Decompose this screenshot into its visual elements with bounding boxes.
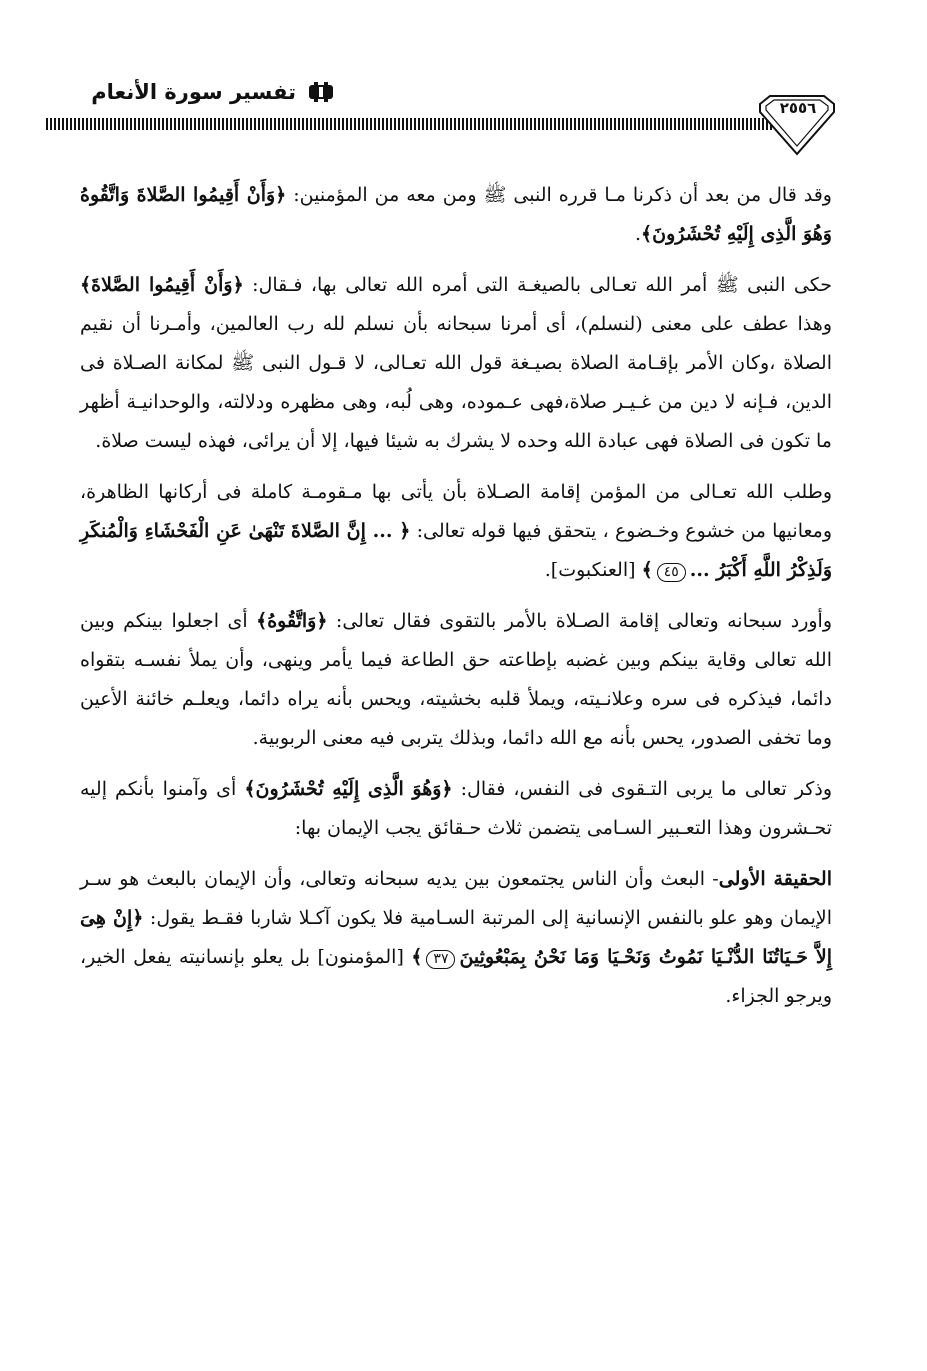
paragraph-text: أى اجعلوا بينكم وبين الله تعالى وقاية بينكم وبين غضبه بإطاعته حق الطاعة فيما يأمر وينهى، وأن يملأ نفسـه بتقواه دائما، فيذكره فى سره وعلانـيته، ويملأ قلبه بخشيته، ويحس بأنه يراه دائما، ويعلـم خائنة الأعين وما تخفى الصدور، يحس بأنه مع الله دائما، وبذلك يتربى فيه معنى الربوبية. [80, 610, 832, 749]
page-body [80, 176, 832, 1028]
verse-number: ٣٧ [426, 950, 455, 969]
paragraph-text: - البعث وأن الناس يجتمعون بين يديه سبحانه وتعالى، وأن الإيمان بالبعث هو سـر الإيمان وهو علو بالنفس الإنسانية إلى المرتبة السـامية فلا يكون آكـلا شاربا فقـط يقول: [80, 868, 832, 929]
paragraph-text: وهذا عطف على معنى (لنسلم)، أى أمرنا سبحانه بأن نسلم لله رب العالمين، وأمـرنا أن نقيم الصلاة ،وكان الأمر بإقـامة الصلاة بصيـغة قول الله تعـالى، لا قـول النبى ﷺ لمكانة الصـلاة فى الدين، فـإنه لا دين من غـيـر صلاة،فهى عـموده، وهى لُبه، وهى مظهره ودلالته، والوحدانيـة أظهر ما تكون فى الصلاة فهى عبادة الله وحده لا يشرك به شيئا فيها، إلا أن يرائى، فهذه ليست صلاة. [80, 313, 832, 452]
paragraph-text: . [634, 223, 641, 245]
page-number: ٢٥٥٦ [779, 99, 817, 117]
quran-verse: ﴿وَهُوَ الَّذِى إِلَيْهِ تُحْشَرُونَ﴾ [244, 778, 453, 800]
quran-verse: ﴿وَاتَّقُوهُ﴾ [256, 610, 328, 632]
quran-verse-end: ﴾ [641, 559, 653, 581]
quran-verse: ﴿وَأَنْ أَقِيمُوا الصَّلاةَ وَاتَّقُوهُ وَهُوَ الَّذِى إِلَيْهِ تُحْشَرُونَ﴾ [80, 184, 832, 245]
paragraph-text: وأورد سبحانه وتعالى إقامة الصـلاة بالأمر بالتقوى فقال تعالى: [327, 610, 832, 632]
surah-reference: [العنكبوت]. [544, 559, 642, 581]
section-lead: الحقيقة الأولى [718, 868, 833, 890]
paragraph-text: وذكر تعالى ما يربى التـقوى فى النفس، فقال: [452, 778, 832, 800]
paragraph-5 [80, 770, 832, 848]
ornament-icon [306, 80, 336, 104]
paragraph-2 [80, 266, 832, 461]
quran-verse: ﴿إِنْ هِىَ إِلاَّ حَـيَاتُنَا الدُّنْـيَا نَمُوتُ وَنَحْـيَا وَمَا نَحْنُ بِمَبْعُوثِينَ [80, 907, 832, 968]
page-header-title: تفسير سورة الأنعام [91, 80, 296, 104]
paragraph-text: حكى النبى ﷺ أمر الله تعـالى بالصيغـة التى أمره الله تعالى بها، فـقال: [243, 274, 832, 296]
paragraph-text: [المؤمنون] بل يعلو بإنسانيته يفعل الخير، ويرجو الجزاء. [80, 946, 832, 1007]
quran-verse: ﴿وَأَنْ أَقِيمُوا الصَّلاةَ﴾ [80, 274, 244, 296]
header-rule [46, 118, 772, 130]
paragraph-text: أى وآمنوا بأنكم إليه تحـشرون وهذا التعـبير السـامى يتضمن ثلاث حـقائق يجب الإيمان بها: [80, 778, 832, 839]
paragraph-3 [80, 473, 832, 590]
quran-verse-end: ﴾ [411, 946, 423, 968]
paragraph-4 [80, 602, 832, 758]
paragraph-1 [80, 176, 832, 254]
verse-number: ٤٥ [657, 563, 686, 582]
quran-verse: ﴿ ... إِنَّ الصَّلاةَ تَنْهَىٰ عَنِ الْفَحْشَاءِ وَالْمُنكَرِ وَلَذِكْرُ اللَّهِ أَكْبَرُ ... [80, 520, 832, 581]
paragraph-6 [80, 860, 832, 1016]
paragraph-text: وطلب الله تعـالى من المؤمن إقامة الصـلاة بأن يأتى بها مـقومـة كاملة فى أركانها الظاهرة، ومعانيها من خشوع وخـضوع ، يتحقق فيها قوله تعالى: [80, 481, 833, 542]
paragraph-text: وقد قال من بعد أن ذكرنا مـا قرره النبى ﷺ ومن معه من المؤمنين: [286, 184, 832, 206]
